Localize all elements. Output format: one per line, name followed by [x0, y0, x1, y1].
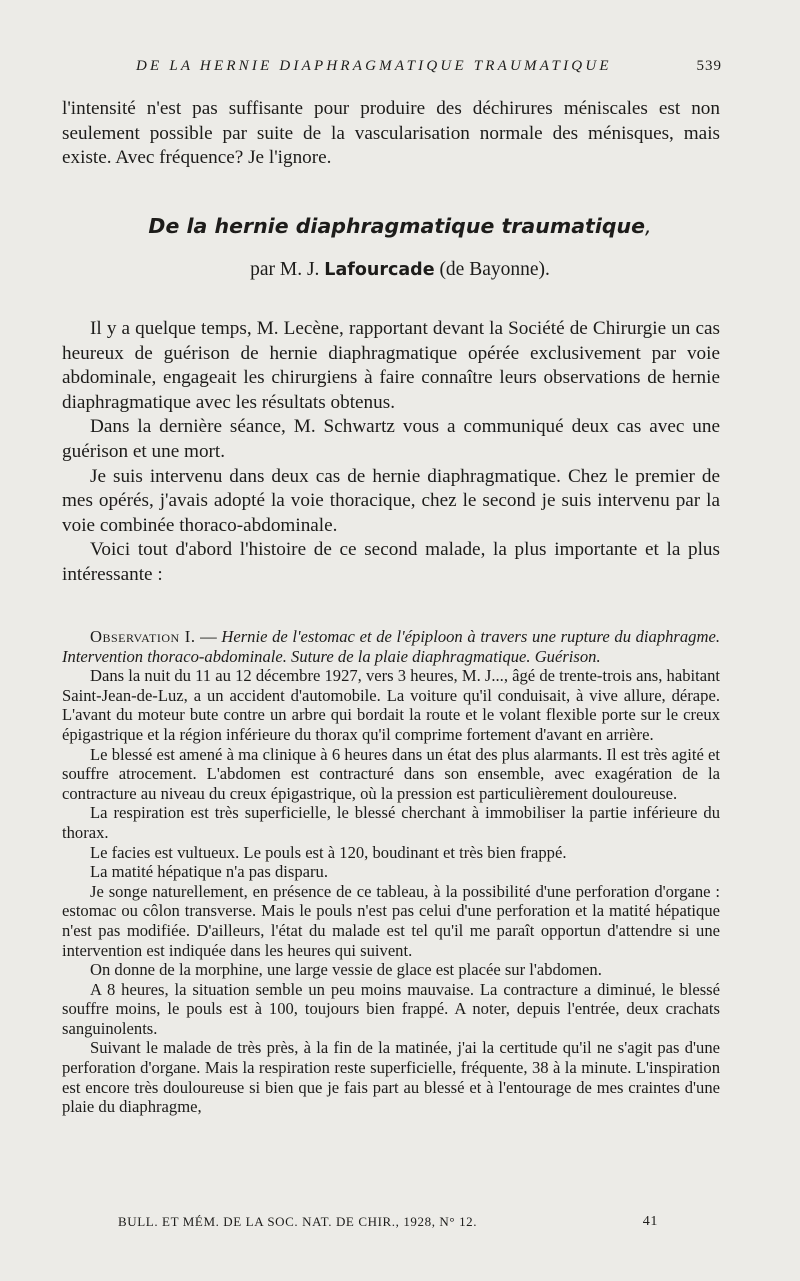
signature-mark: 41 — [642, 1214, 658, 1229]
observation-paragraph: On donne de la morphine, une large vessie de glace est placée sur l'abdomen. — [90, 960, 602, 980]
observation-paragraph: Dans la nuit du 11 au 12 décembre 1927, vers 3 heures, M. J..., âgé de trente-trois ans, habitant Saint-Jean-de-Luz, a un accident d'automobile. La voiture qu'il conduisait, à vive allure, dérape. L'avant du moteur bute contre un arbre qui bordait la route et le volant flexible porte sur le creux épigastrique et la région inférieure du thorax qu'il comprime fortement d'avant en arrière. — [62, 666, 720, 744]
article-title-text: De la hernie diaphragmatique traumatique — [148, 214, 646, 238]
running-head-title: DE LA HERNIE DIAPHRAGMATIQUE TRAUMATIQUE — [136, 58, 612, 74]
running-head — [62, 58, 722, 82]
article-body — [62, 317, 720, 588]
observation-block — [62, 627, 720, 1117]
paragraph: Il y a quelque temps, M. Lecène, rapportant devant la Société de Chirurgie un cas heureux de guérison de hernie diaphragmatique opérée exclusivement par voie abdominale, engageait les chirurgiens à faire connaître leurs observations de hernie diaphragmatique avec les résultats obtenus. — [62, 318, 720, 413]
page-footer — [62, 1214, 720, 1234]
paragraph: Je suis intervenu dans deux cas de hernie diaphragmatique. Chez le premier de mes opérés, j'avais adopté la voie thoracique, chez le second je suis intervenu par la voie combinée thoraco-abdominale. — [62, 465, 720, 536]
observation-title: Hernie de l'estomac et de l'épiploon à travers une rupture du diaphragme. Intervention thoraco-abdominale. Suture de la plaie diaphragmatique. Guérison. — [62, 627, 720, 666]
byline-prefix: par M. J. — [250, 259, 320, 280]
byline — [0, 259, 800, 281]
article-title — [0, 214, 800, 238]
observation-paragraph: La matité hépatique n'a pas disparu. — [90, 862, 328, 882]
observation-paragraph: Suivant le malade de très près, à la fin de la matinée, j'ai la certitude qu'il ne s'agit pas d'une perforation d'organe. Mais la respiration reste superficielle, fréquente, 38 à la minute. L'inspiration est encore très douloureuse si bien que je fais part au blessé et à l'entourage de mes craintes d'une plaie du diaphragme, — [62, 1038, 720, 1117]
journal-reference: BULL. ET MÉM. DE LA SOC. NAT. DE CHIR., 1928, N° 12. — [118, 1214, 478, 1229]
observation-paragraph: Je songe naturellement, en présence de ce tableau, à la possibilité d'une perforation d'organe : estomac ou côlon transverse. Mais le pouls n'est pas celui d'une perforation et la matité hépatique n'est pas modifiée. D'ailleurs, l'état du malade est tel qu'il me paraît opportun d'attendre si une intervention est indiquée dans les heures qui suivent. — [62, 881, 720, 960]
intro-paragraph: l'intensité n'est pas suffisante pour produire des déchirures méniscales est non seulement possible par suite de la vascularisation normale des ménisques, mais existe. Avec fréquence? Je l'ignore. — [62, 98, 720, 169]
observation-paragraph: Le facies est vultueux. Le pouls est à 120, boudinant et très bien frappé. — [90, 842, 567, 862]
article-title-end: , — [645, 214, 652, 238]
observation-dash: — — [195, 627, 222, 646]
intro-text — [62, 97, 720, 171]
observation-heading — [62, 627, 720, 666]
observation-label: Observation I. — [90, 627, 196, 646]
observation-paragraph: La respiration est très superficielle, le blessé cherchant à immobiliser la partie inférieure du thorax. — [62, 803, 720, 842]
observation-paragraph: A 8 heures, la situation semble un peu moins mauvaise. La contracture a diminué, le blessé souffre moins, le pouls est à 100, toujours bien frappé. A noter, depuis l'entrée, deux crachats sanguinolents. — [62, 979, 720, 1038]
author-name: Lafourcade — [324, 260, 435, 280]
observation-paragraph: Le blessé est amené à ma clinique à 6 heures dans un état des plus alarmants. Il est très agité et souffre atrocement. L'abdomen est contracturé dans son ensemble, avec exagération de la contracture au niveau du creux épigastrique, où la pression est particulièrement douloureuse. — [62, 744, 720, 803]
paragraph: Dans la dernière séance, M. Schwartz vous a communiqué deux cas avec une guérison et une mort. — [62, 416, 720, 462]
author-location: (de Bayonne). — [439, 259, 550, 280]
page-number: 539 — [696, 58, 722, 74]
paragraph: Voici tout d'abord l'histoire de ce second malade, la plus importante et la plus intéressante : — [62, 539, 720, 585]
